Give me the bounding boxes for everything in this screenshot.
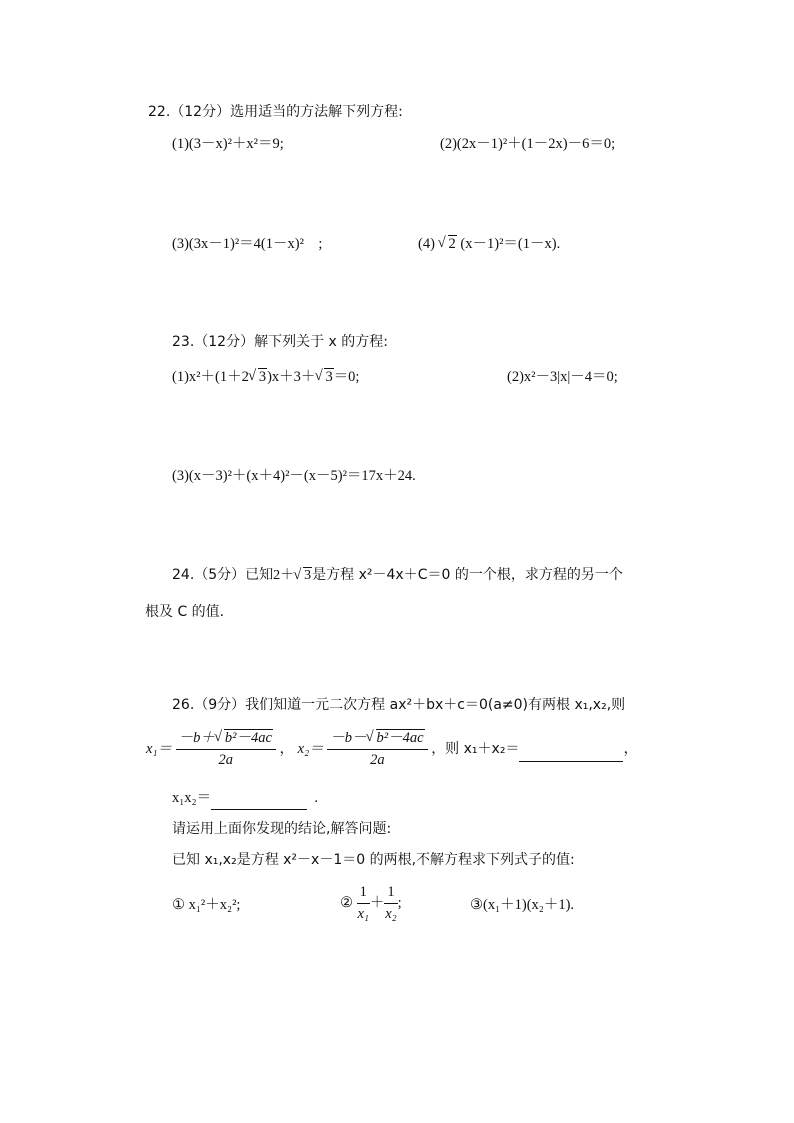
x2-radicand: b²－4ac — [376, 730, 424, 746]
formula-separator: ， — [279, 741, 295, 758]
q26-instruction: 请运用上面你发现的结论,解答问题: — [172, 821, 392, 837]
q23-part1-a: (1)x²＋(1＋2 — [172, 369, 249, 385]
item2-frac2-den: x₂ — [385, 906, 397, 923]
q22-part4-label: (4) — [418, 236, 435, 252]
item2-plus: ＋ — [369, 895, 385, 912]
x1-radicand: b²－4ac — [224, 730, 272, 746]
item2-frac1-den: x₁ — [357, 906, 369, 923]
product-label: x₁x₂＝ — [172, 790, 212, 806]
sum-answer-blank[interactable] — [519, 743, 623, 761]
q24-line1-a: 24.（5分）已知 — [172, 567, 274, 583]
q22-part1: (1)(3－x)²＋x²＝9; — [172, 136, 284, 152]
sum-label: ，则 x₁＋x₂＝ — [431, 741, 520, 758]
x2-label: x₂＝ — [297, 741, 324, 758]
q26-formula-row — [146, 730, 638, 770]
sqrt-symbol — [249, 369, 267, 386]
q24-root-expr: 2＋ — [273, 568, 295, 583]
q26-product-row — [172, 790, 318, 810]
q23-header: 23.（12分）解下列关于 x 的方程: — [172, 334, 388, 350]
sqrt-symbol — [294, 568, 312, 585]
item2-fraction2 — [384, 884, 397, 924]
q24-line1-b: 是方程 x²－4x＋C＝0 的一个根，求方程的另一个 — [312, 567, 623, 583]
q24-radicand: 3 — [304, 568, 312, 583]
sqrt-symbol — [215, 730, 273, 747]
q22-part4-radicand: 2 — [448, 236, 456, 252]
x1-label: x₁＝ — [146, 741, 172, 758]
q23-part3: (3)(x－3)²＋(x＋4)²－(x－5)²＝17x＋24. — [172, 468, 416, 484]
q26-item2 — [340, 884, 402, 924]
q26-item3: ③(x₁＋1)(x₂＋1). — [470, 897, 575, 913]
product-answer-blank[interactable] — [211, 792, 307, 810]
q26-given: 已知 x₁,x₂是方程 x²－x－1＝0 的两根,不解方程求下列式子的值: — [172, 852, 575, 868]
q23-part1-radicand1: 3 — [258, 369, 267, 385]
q26-item1: ① x₁²＋x₂²; — [172, 897, 241, 913]
q22-part4-rest: (x－1)²＝(1－x). — [460, 236, 561, 252]
q23-part1-b: )x＋3＋ — [267, 369, 316, 385]
q23-part1-radicand2: 3 — [325, 369, 333, 385]
q23-part1 — [172, 369, 359, 386]
q22-part3: (3)(3x－1)²＝4(1－x)² ; — [172, 236, 323, 252]
x1-fraction — [176, 730, 276, 770]
item2-fraction1 — [357, 884, 370, 924]
item2-mark: ② — [340, 895, 353, 912]
sqrt-symbol — [439, 236, 457, 253]
q23-part1-c: ＝0; — [333, 369, 360, 385]
product-period: . — [314, 790, 318, 806]
q23-part2: (2)x²－3|x|－4＝0; — [507, 369, 618, 385]
x2-fraction — [327, 730, 427, 770]
x2-denominator: 2a — [370, 752, 385, 769]
item2-end: ; — [397, 895, 402, 912]
x1-denominator: 2a — [218, 752, 233, 769]
q22-part2: (2)(2x－1)²＋(1－2x)－6＝0; — [440, 136, 616, 152]
x2-num-a: －b－ — [330, 730, 367, 746]
q24-line1 — [172, 567, 623, 585]
sqrt-symbol — [367, 730, 425, 747]
item2-frac1-num: 1 — [357, 884, 370, 904]
x1-num-a: －b＋ — [178, 730, 215, 746]
x2-numerator — [327, 730, 427, 750]
q22-header: 22.（12分）选用适当的方法解下列方程: — [148, 104, 403, 120]
sqrt-symbol — [315, 369, 333, 386]
sum-comma: ， — [623, 741, 638, 758]
q24-line2: 根及 C 的值. — [145, 604, 225, 620]
item2-frac2-num: 1 — [384, 884, 397, 904]
x1-numerator — [176, 730, 276, 750]
q22-part4 — [418, 236, 560, 253]
q26-line1: 26.（9分）我们知道一元二次方程 ax²＋bx＋c＝0(a≠0)有两根 x₁,x₂,则 — [172, 697, 626, 713]
